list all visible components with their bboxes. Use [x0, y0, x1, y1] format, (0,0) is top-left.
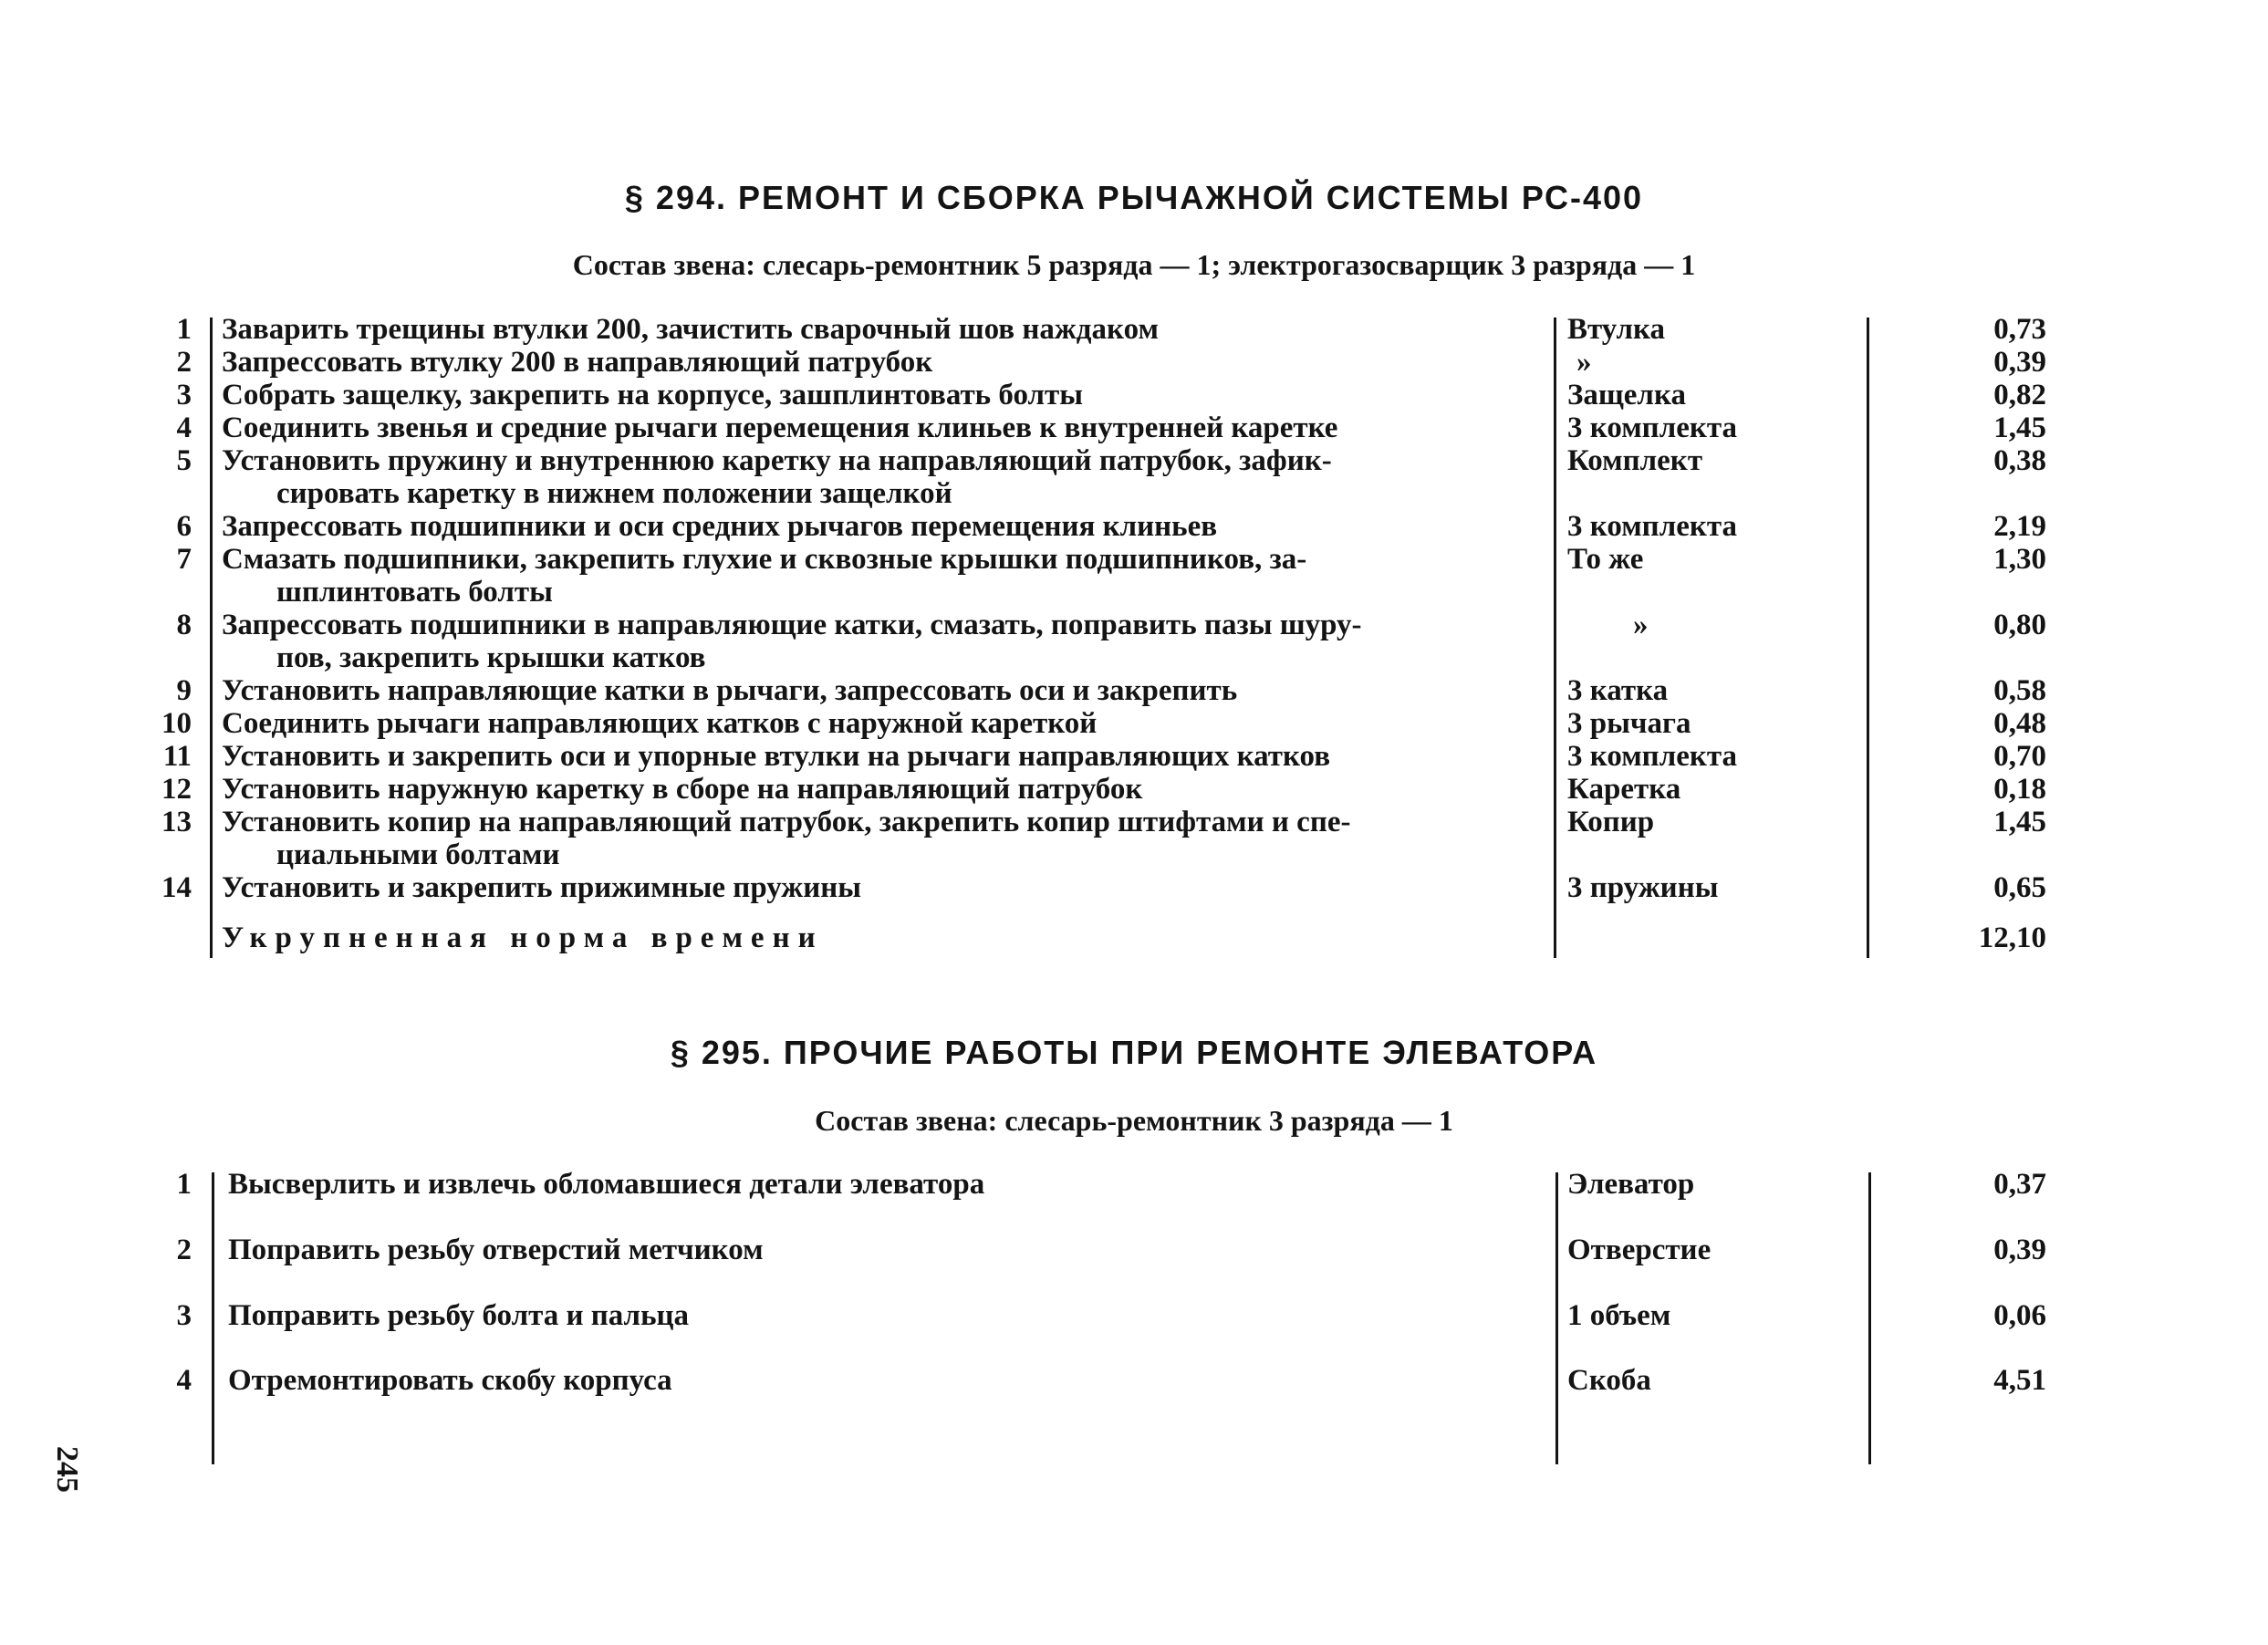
- row-number: 10: [161, 707, 192, 740]
- row-number: 1: [176, 1168, 192, 1201]
- row-value: 0,82: [1993, 379, 2046, 411]
- section-294-crew: Состав звена: слесарь-ремонтник 5 разряда — 1; электрогазосварщик 3 разряда — 1: [572, 248, 1696, 281]
- table-294-left-rule: [210, 318, 213, 958]
- row-description: Установить направляющие катки в рычаги, запрессовать оси и закрепить: [222, 674, 1238, 707]
- section-295-crew: Состав звена: слесарь-ремонтник 3 разряда — 1: [815, 1104, 1453, 1137]
- row-value: 0,73: [1993, 313, 2046, 346]
- row-description: Установить наружную каретку в сборе на направляющий патрубок: [222, 773, 1143, 806]
- row-description: Соединить рычаги направляющих катков с наружной кареткой: [222, 707, 1098, 740]
- row-number: 1: [176, 313, 192, 346]
- row-description: Установить пружину и внутреннюю каретку на направляющий патрубок, зафик- сировать каретку в нижнем положении защелкой: [222, 444, 1332, 510]
- row-number: 3: [176, 379, 192, 411]
- row-unit: 3 комплекта: [1567, 510, 1737, 543]
- row-value: 0,18: [1993, 773, 2046, 806]
- row-number: 7: [176, 543, 192, 576]
- row-number: 9: [176, 674, 192, 707]
- row-value: 1,30: [1993, 543, 2046, 576]
- row-number: 2: [176, 1234, 192, 1266]
- row-number: 2: [176, 346, 192, 379]
- row-unit: Элеватор: [1567, 1168, 1695, 1201]
- row-value: 0,39: [1993, 1234, 2046, 1266]
- row-unit: 3 комплекта: [1567, 740, 1737, 773]
- row-value: 0,37: [1993, 1168, 2046, 1201]
- row-unit: 3 комплекта: [1567, 411, 1737, 444]
- row-number: 8: [176, 609, 192, 641]
- row-description: Собрать защелку, закрепить на корпусе, зашплинтовать болты: [222, 379, 1083, 411]
- row-value: 0,80: [1993, 609, 2046, 641]
- row-value: 0,48: [1993, 707, 2046, 740]
- page-number: 245: [50, 1446, 84, 1493]
- row-unit: »: [1576, 346, 1592, 379]
- row-unit: Втулка: [1567, 313, 1665, 346]
- row-unit: То же: [1567, 543, 1644, 576]
- table-295-right-rule: [1868, 1172, 1871, 1464]
- row-description: Установить и закрепить прижимные пружины: [222, 871, 862, 904]
- row-number: 11: [162, 740, 192, 773]
- row-number: 4: [176, 1364, 192, 1397]
- row-number: 13: [161, 806, 192, 838]
- row-unit: Комплект: [1567, 444, 1703, 477]
- row-number: 12: [161, 773, 192, 806]
- row-value: 0,06: [1993, 1299, 2046, 1332]
- row-number: 5: [176, 444, 192, 477]
- table-294-mid-rule: [1554, 318, 1556, 958]
- row-description: Соединить звенья и средние рычаги перемещения клиньев к внутренней каретке: [222, 411, 1338, 444]
- table-295-left-rule: [212, 1172, 214, 1464]
- row-description: Запрессовать подшипники в направляющие катки, смазать, поправить пазы шуру- пов, закрепить крышки катков: [222, 609, 1362, 674]
- row-number: 3: [176, 1299, 192, 1332]
- section-295-title: § 295. ПРОЧИЕ РАБОТЫ ПРИ РЕМОНТЕ ЭЛЕВАТОРА: [670, 1034, 1598, 1071]
- row-description: Поправить резьбу болта и пальца: [228, 1299, 690, 1332]
- row-description: Запрессовать втулку 200 в направляющий патрубок: [222, 346, 933, 379]
- row-value: 0,38: [1993, 444, 2046, 477]
- row-value: 0,70: [1993, 740, 2046, 773]
- row-unit: 1 объем: [1567, 1299, 1671, 1332]
- total-value: 12,10: [1978, 921, 2046, 954]
- section-294-title: § 294. РЕМОНТ И СБОРКА РЫЧАЖНОЙ СИСТЕМЫ РС-400: [624, 179, 1644, 216]
- row-value: 1,45: [1993, 806, 2046, 838]
- row-description: Поправить резьбу отверстий метчиком: [228, 1234, 764, 1266]
- row-unit: 3 рычага: [1567, 707, 1691, 740]
- row-value: 0,58: [1993, 674, 2046, 707]
- row-unit: Скоба: [1567, 1364, 1651, 1397]
- row-description: Установить и закрепить оси и упорные втулки на рычаги направляющих катков: [222, 740, 1331, 773]
- row-description: Высверлить и извлечь обломавшиеся детали элеватора: [228, 1168, 985, 1201]
- row-description: Запрессовать подшипники и оси средних рычагов перемещения клиньев: [222, 510, 1218, 543]
- row-unit: Защелка: [1567, 379, 1686, 411]
- row-value: 1,45: [1993, 411, 2046, 444]
- row-description: Смазать подшипники, закрепить глухие и сквозные крышки подшипников, за- шплинтовать болты: [222, 543, 1307, 609]
- row-value: 2,19: [1993, 510, 2046, 543]
- row-unit: Копир: [1567, 806, 1655, 838]
- row-value: 4,51: [1993, 1364, 2046, 1397]
- table-294-right-rule: [1867, 318, 1869, 958]
- row-description: Заварить трещины втулки 200, зачистить сварочный шов наждаком: [222, 313, 1159, 346]
- row-number: 6: [176, 510, 192, 543]
- row-description: Установить копир на направляющий патрубок, закрепить копир штифтами и спе- циальными болтами: [222, 806, 1351, 871]
- row-unit: Каретка: [1567, 773, 1681, 806]
- row-description: Отремонтировать скобу корпуса: [228, 1364, 672, 1397]
- row-unit: Отверстие: [1567, 1234, 1711, 1266]
- row-unit: 3 катка: [1567, 674, 1669, 707]
- row-number: 4: [176, 411, 192, 444]
- row-unit: 3 пружины: [1567, 871, 1719, 904]
- row-number: 14: [161, 871, 192, 904]
- row-value: 0,65: [1993, 871, 2046, 904]
- row-unit: »: [1633, 609, 1649, 641]
- row-value: 0,39: [1993, 346, 2046, 379]
- total-label: Укрупненная норма времени: [222, 921, 824, 954]
